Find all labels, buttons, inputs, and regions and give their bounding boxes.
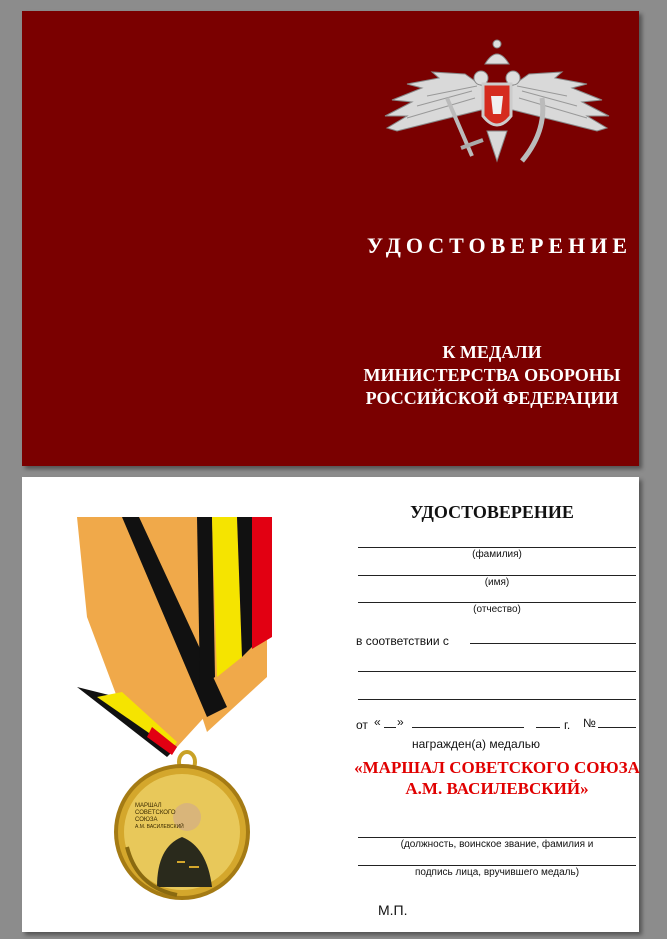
awarded-label: награжден(а) медалью bbox=[412, 737, 540, 751]
from-label: от bbox=[356, 718, 368, 732]
date-quote-close: » bbox=[397, 715, 404, 729]
medal-name bbox=[352, 757, 642, 799]
according-to-label: в соответствии с bbox=[356, 634, 449, 648]
patronymic-line bbox=[358, 602, 636, 603]
medal-image bbox=[77, 517, 287, 902]
number-label: № bbox=[583, 716, 596, 730]
cover-subtitle-line: РОССИЙСКОЙ ФЕДЕРАЦИИ bbox=[365, 388, 619, 408]
double-headed-eagle-emblem-icon bbox=[377, 36, 617, 176]
surname-line bbox=[358, 547, 636, 548]
signature-line bbox=[358, 837, 636, 838]
surname-caption: (фамилия) bbox=[472, 549, 522, 560]
seal-label: М.П. bbox=[378, 902, 408, 918]
name-caption: (имя) bbox=[484, 577, 510, 588]
certificate-cover bbox=[22, 11, 639, 466]
name-line bbox=[358, 575, 636, 576]
cover-subtitle-line: К МЕДАЛИ bbox=[442, 342, 542, 362]
medal-inscription-line: МАРШАЛ bbox=[135, 803, 162, 809]
according-to-line bbox=[470, 643, 636, 644]
certificate-title: УДОСТОВЕРЕНИЕ bbox=[410, 502, 574, 522]
medal-ribbon bbox=[77, 517, 272, 757]
certificate-inner-page bbox=[22, 477, 639, 932]
medal-inscription-line: СОЮЗА bbox=[135, 817, 158, 823]
signature-caption: (должность, воинское звание, фамилия и bbox=[400, 839, 594, 850]
cover-title: УДОСТОВЕРЕНИЕ bbox=[366, 233, 632, 258]
day-line bbox=[384, 727, 396, 728]
signature-line bbox=[358, 865, 636, 866]
year-label: г. bbox=[564, 718, 571, 732]
cover-subtitle bbox=[352, 341, 632, 410]
medal-inscription-line: А.М. ВАСИЛЕВСКИЙ bbox=[135, 824, 184, 830]
year-line bbox=[536, 727, 560, 728]
patronymic-caption: (отчество) bbox=[473, 604, 521, 615]
date-quote-open: « bbox=[374, 715, 381, 729]
extra-line bbox=[358, 671, 636, 672]
medal-inscription-line: СОВЕТСКОГО bbox=[135, 810, 176, 816]
medal-name-line: А.М. ВАСИЛЕВСКИЙ» bbox=[405, 779, 589, 798]
number-line bbox=[598, 727, 636, 728]
medal-name-line: «МАРШАЛ СОВЕТСКОГО СОЮЗА bbox=[354, 758, 640, 777]
extra-line bbox=[358, 699, 636, 700]
signature-caption: подпись лица, вручившего медаль) bbox=[414, 867, 580, 878]
cover-subtitle-line: МИНИСТЕРСТВА ОБОРОНЫ bbox=[363, 365, 621, 385]
month-line bbox=[412, 727, 524, 728]
